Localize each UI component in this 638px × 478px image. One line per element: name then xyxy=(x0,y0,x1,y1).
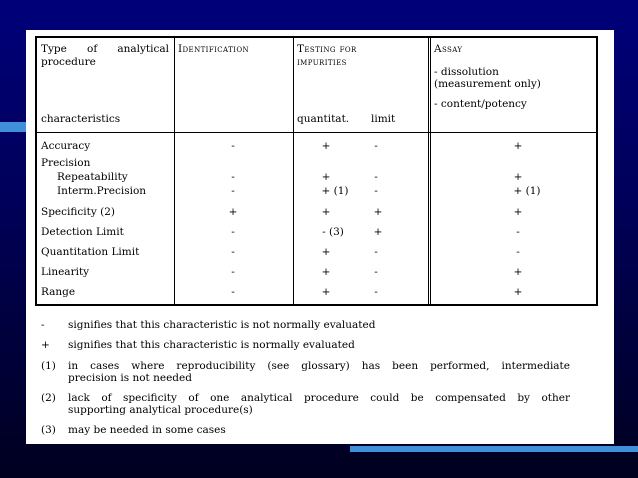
cell-quantitative: - (3) xyxy=(322,226,344,238)
cell-identification: - xyxy=(231,140,235,152)
note-key: (3) xyxy=(41,424,56,436)
note-text: supporting analytical procedure(s) xyxy=(68,404,253,416)
header-quantitat: quantitat. xyxy=(297,113,350,125)
note-key: - xyxy=(41,319,45,331)
cell-limit: - xyxy=(374,140,378,152)
header-testing-for: Testing for xyxy=(297,43,357,55)
note-text: in cases where reproducibility (see glossary) has been performed, intermediate xyxy=(68,360,570,372)
header-col1-characteristics: characteristics xyxy=(41,113,121,125)
row-label: Precision xyxy=(41,157,91,169)
cell-limit: - xyxy=(374,185,378,197)
header-col1-line1: Type of analytical xyxy=(41,43,169,55)
header-identification: Identification xyxy=(178,43,249,55)
cell-assay: + xyxy=(513,171,523,183)
note-text: signifies that this characteristic is normally evaluated xyxy=(68,339,355,351)
column-divider xyxy=(293,38,294,304)
header-assay-content: - content/potency xyxy=(434,98,527,110)
row-label: Accuracy xyxy=(41,140,91,152)
row-label: Range xyxy=(41,286,76,298)
cell-identification: - xyxy=(231,266,235,278)
cell-limit: - xyxy=(374,266,378,278)
cell-assay: + xyxy=(513,140,523,152)
cell-assay: + xyxy=(513,266,523,278)
cell-limit: - xyxy=(374,286,378,298)
cell-assay: + xyxy=(513,286,523,298)
row-label: Interm.Precision xyxy=(57,185,147,197)
note-key: + xyxy=(41,339,50,351)
column-divider xyxy=(428,38,431,304)
header-divider xyxy=(37,132,596,133)
header-assay-dissolution: - dissolution xyxy=(434,66,499,78)
note-key: (1) xyxy=(41,360,56,372)
cell-quantitative: + (1) xyxy=(321,185,349,197)
row-label: Quantitation Limit xyxy=(41,246,140,258)
cell-quantitative: + xyxy=(321,246,331,258)
cell-quantitative: + xyxy=(321,266,331,278)
note-text: precision is not needed xyxy=(68,372,192,384)
content-sheet xyxy=(26,30,614,444)
row-label: Linearity xyxy=(41,266,90,278)
header-limit: limit xyxy=(371,113,396,125)
header-assay-measurement: (measurement only) xyxy=(434,78,541,90)
cell-limit: + xyxy=(373,226,383,238)
cell-assay: - xyxy=(516,226,520,238)
row-label: Repeatability xyxy=(57,171,128,183)
column-divider xyxy=(174,38,175,304)
cell-identification: - xyxy=(231,286,235,298)
cell-identification: - xyxy=(231,185,235,197)
note-text: signifies that this characteristic is not normally evaluated xyxy=(68,319,376,331)
validation-table xyxy=(35,36,598,306)
row-label: Detection Limit xyxy=(41,226,124,238)
note-text: lack of specificity of one analytical procedure could be compensated by other xyxy=(68,392,570,404)
cell-quantitative: + xyxy=(321,140,331,152)
cell-identification: - xyxy=(231,226,235,238)
cell-quantitative: + xyxy=(321,171,331,183)
cell-assay: - xyxy=(516,246,520,258)
header-col1-line2: procedure xyxy=(41,56,96,68)
note-text: may be needed in some cases xyxy=(68,424,226,436)
cell-limit: + xyxy=(373,206,383,218)
cell-identification: - xyxy=(231,246,235,258)
note-key: (2) xyxy=(41,392,56,404)
cell-assay: + (1) xyxy=(513,185,541,197)
header-impurities: impurities xyxy=(297,56,347,68)
cell-quantitative: + xyxy=(321,206,331,218)
cell-assay: + xyxy=(513,206,523,218)
cell-quantitative: + xyxy=(321,286,331,298)
cell-identification: + xyxy=(228,206,238,218)
cell-identification: - xyxy=(231,171,235,183)
header-assay: Assay xyxy=(434,43,463,55)
row-label: Specificity (2) xyxy=(41,206,115,218)
bottom-accent-bar xyxy=(350,446,638,452)
cell-limit: - xyxy=(374,246,378,258)
cell-limit: - xyxy=(374,171,378,183)
left-accent-bar xyxy=(0,122,26,132)
